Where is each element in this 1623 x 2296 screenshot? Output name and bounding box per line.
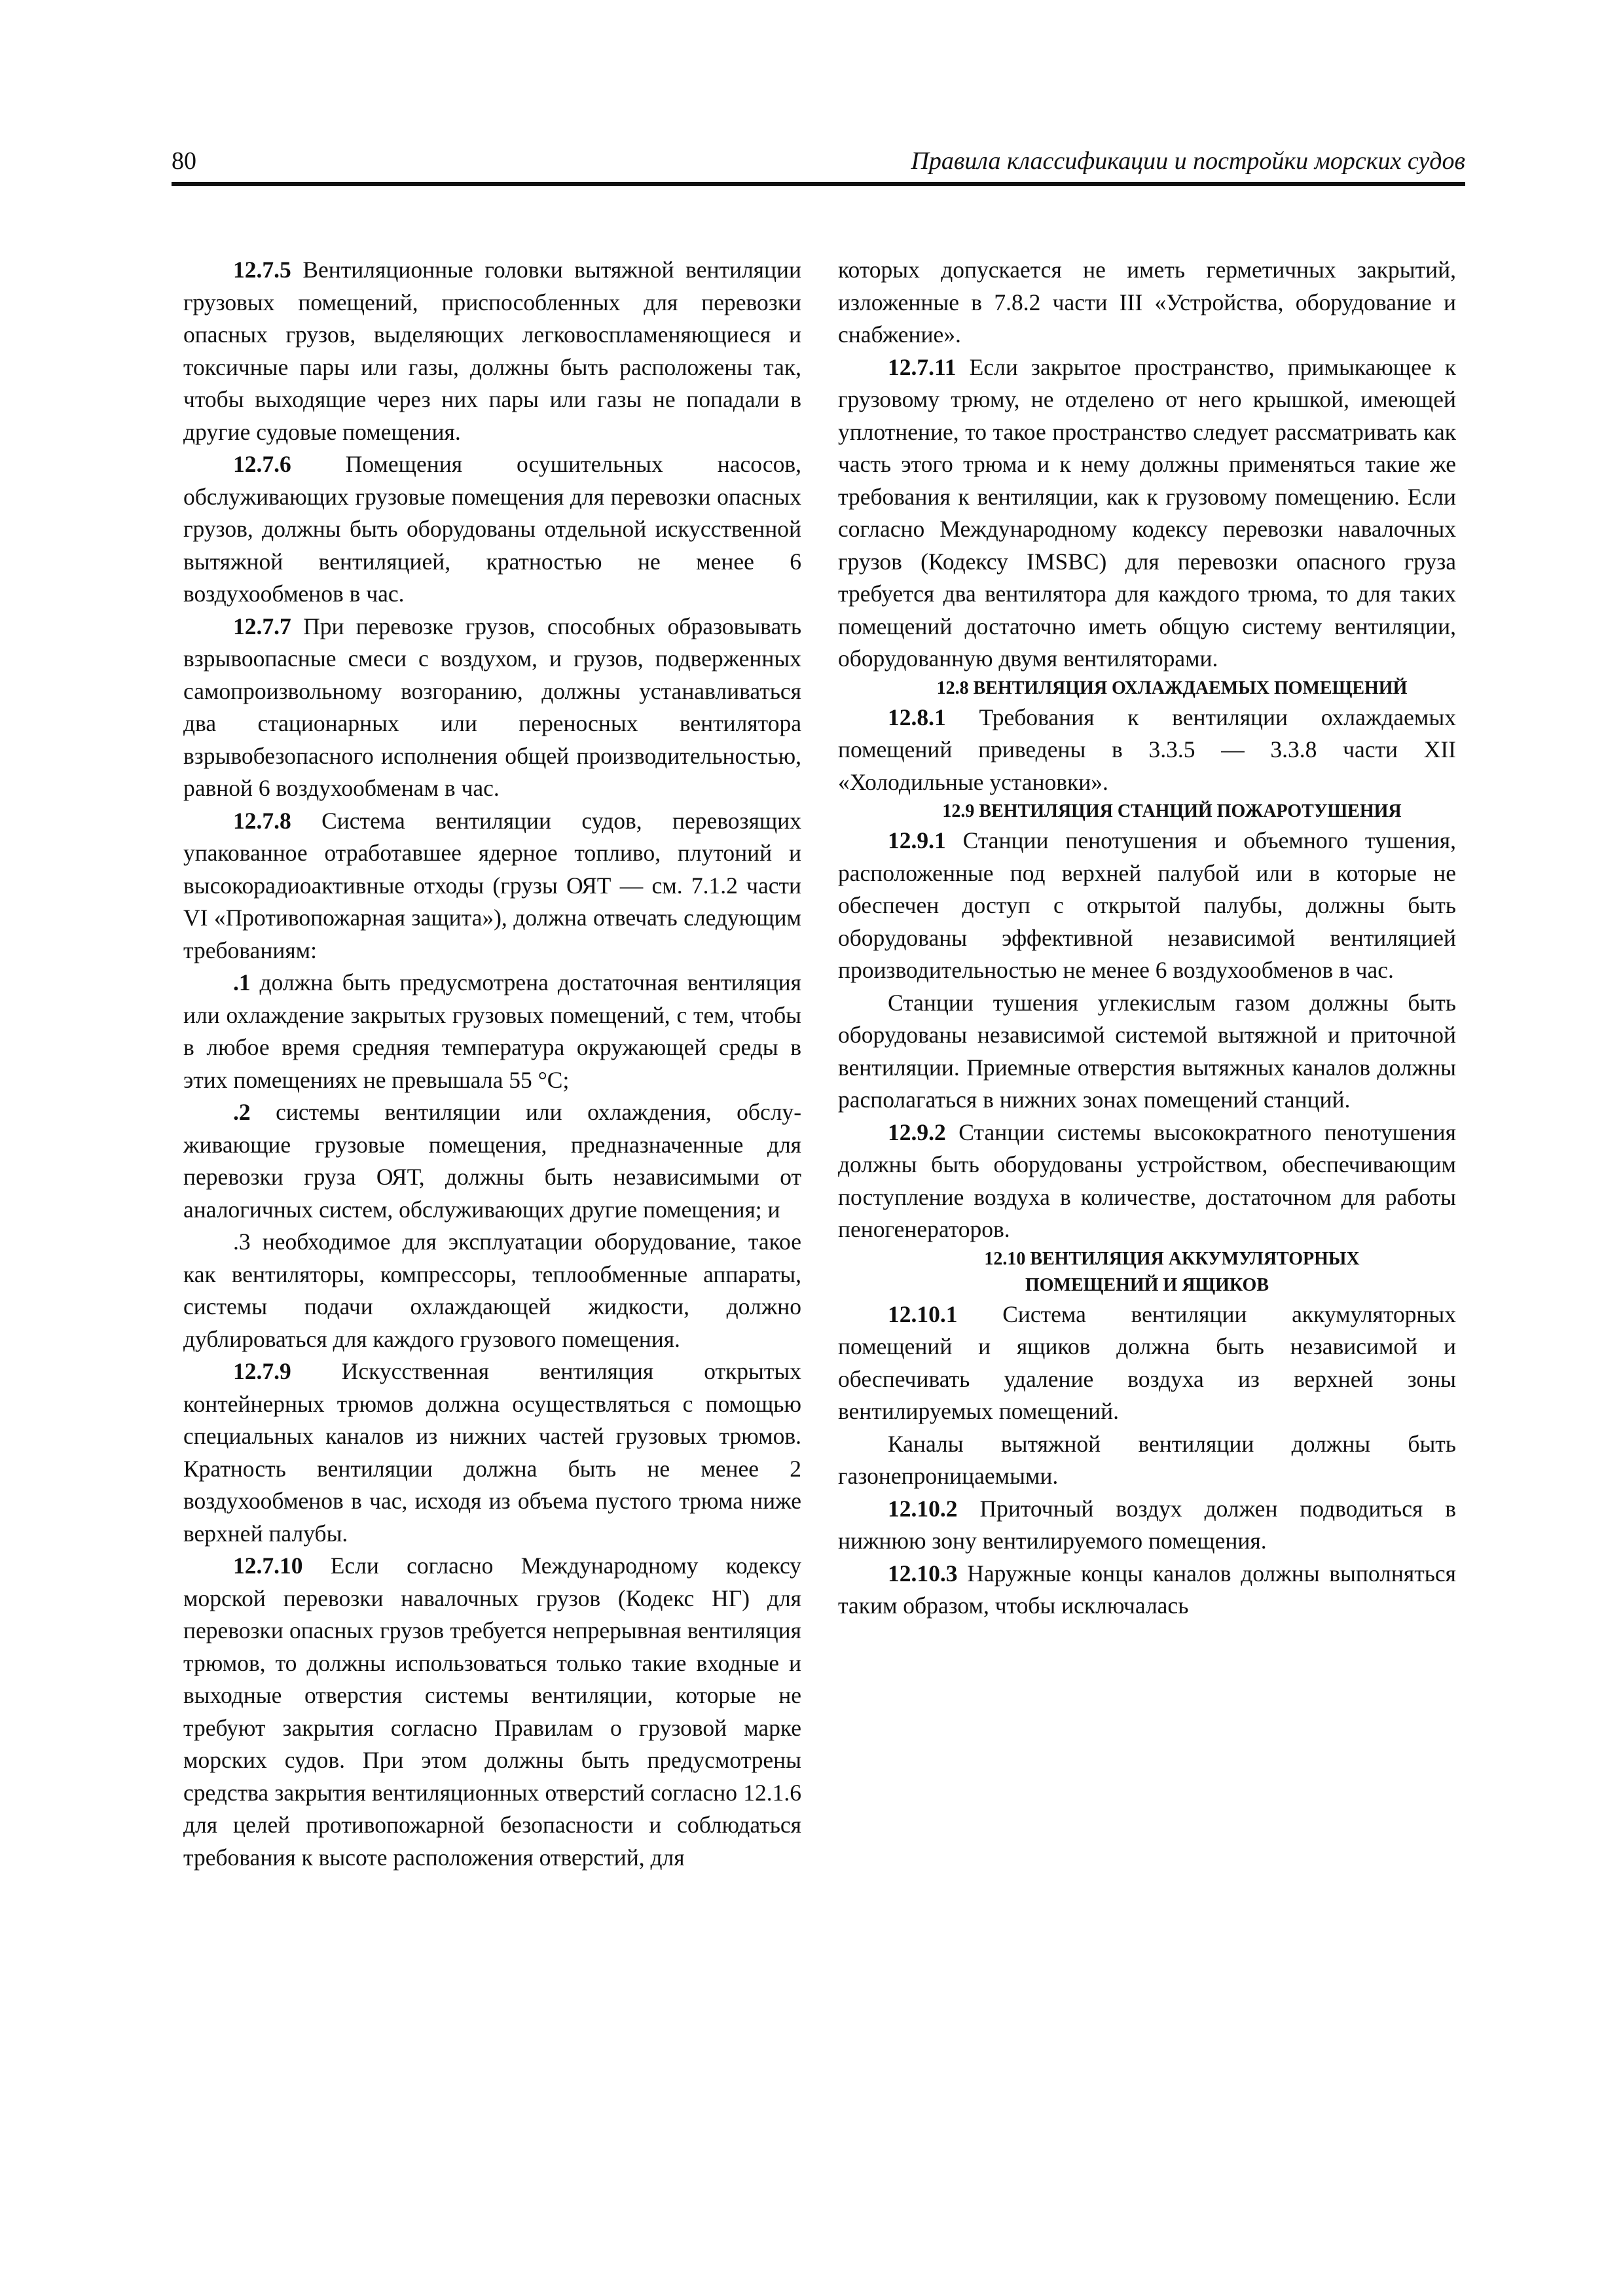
list-item-3 [183, 1226, 801, 1355]
paragraph-number: 12.8.1 [888, 704, 946, 730]
list-item-text: системы вентиляции или охлаждения, обслуживающие грузовые помещения, предназначенные для перевозки груза ОЯТ, должны быть независимыми от аналогичных систем, обслуживающих другие помещения; и [183, 1099, 802, 1223]
page-header [172, 143, 1465, 186]
paragraph-12-10-1-b [838, 1428, 1456, 1493]
paragraph-number: 12.7.10 [233, 1552, 303, 1579]
paragraph-text: Система вентиляции судов, перевозящих упакованное отработавшее ядерное топливо, плутоний и высокорадиоактивные отходы (грузы ОЯТ — см. 7.1.2 части VI «Противопожарная защита»), должна отвечать следующим требованиям: [183, 807, 801, 963]
paragraph-12-10-3 [838, 1558, 1456, 1623]
list-item-text: необходимое для эксплуатации оборудование, такое как вентиляторы, компрессоры, теплообменные аппараты, системы подачи охлаждающей жидкости, должно дублироваться для каждого грузового помещения. [183, 1229, 801, 1352]
paragraph-text: Станции системы высокократного пенотушения должны быть оборудованы устройством, обеспечивающим поступление воздуха в количестве, достаточном для работы пеногенераторов. [838, 1119, 1457, 1242]
paragraph-text: Если согласно Международному кодексу морской перевозки навалочных грузов (Кодекс НГ) для перевозки опасных грузов требуется непрерывная вентиляция трюмов, то должны использоваться только такие входные и выходные отверстия системы вентиляции, которые не требуют закрытия согласно Правилам о грузовой марке морских судов. При этом должны быть предусмотрены средства закрытия вентиляционных отверстий согласно 12.1.6 для целей противопожарной безопасности и соблюдаться требования к высоте расположения отверстий, для [183, 1552, 801, 1871]
section-heading-12-10: 12.10 ВЕНТИЛЯЦИЯ АККУМУЛЯТОРНЫХ ПОМЕЩЕНИЙ И ЯЩИКОВ [984, 1248, 1360, 1295]
paragraph-text: При перевозке грузов, способных образовывать взрывоопасные смеси с воздухом, и грузов, подверженных самопроизвольному возгоранию, должны устанавливаться два стационарных или переносных вентилятора взрывобезопасного исполнения общей производительностью, равной 6 воздухообменам в час. [183, 613, 802, 801]
paragraph-12-9-1-b [838, 987, 1456, 1117]
paragraph-12-7-5 [183, 254, 801, 448]
paragraph-text: Если закрытое пространство, примыкающее к грузовому трюму, не отделено от него крышкой, имеющей уплотнение, то такое пространство следует рассматривать как часть этого трюма и к нему должны применяться такие же требования к вентиляции, как к грузовому помещению. Если согласно Международному кодексу перевозки навалочных грузов (Кодексу IMSBC) для перевозки опасного груза требуется два вентилятора для каждого трюма, то для таких помещений достаточно иметь общую систему вентиляции, оборудованную двумя вентиляторами. [838, 353, 1457, 672]
section-heading-12-8: 12.8 ВЕНТИЛЯЦИЯ ОХЛАЖДАЕМЫХ ПОМЕЩЕНИЙ [936, 677, 1408, 698]
paragraph-12-9-2 [838, 1117, 1456, 1246]
page-number: 80 [172, 147, 196, 175]
running-title: Правила классификации и постройки морских судов [911, 147, 1465, 175]
paragraph-number: 12.7.11 [888, 353, 957, 380]
paragraph-text: Требования к вентиляции охлаждаемых помещений приведены в 3.3.5 — 3.3.8 части XII «Холодильные установки». [838, 704, 1457, 795]
paragraph-number: 12.7.7 [233, 613, 291, 639]
list-item-number: .1 [233, 969, 251, 996]
left-column [183, 254, 801, 1874]
paragraph-text: Искусственная вентиляция открытых контейнерных трюмов должна осуществляться с помощью специальных каналов из нижних частей грузовых трюмов. Кратность вентиляции должна быть не менее 2 воздухообменов в час, исходя из объема пустого трюма ниже верхней палубы. [183, 1358, 801, 1547]
list-item-number: .3 [233, 1229, 251, 1255]
paragraph-number: 12.7.9 [233, 1358, 291, 1384]
right-column [838, 254, 1456, 1623]
paragraph-12-7-7 [183, 611, 801, 805]
paragraph-text: Станции тушения углекислым газом должны быть оборудованы независимой системой вытяжной и приточной вентиляции. Приемные отверстия вытяжных каналов должны располагаться в нижних зонах помещений станций. [838, 989, 1456, 1113]
paragraph-text: Наружные концы каналов должны выполняться таким образом, чтобы исключалась [838, 1560, 1456, 1619]
paragraph-12-7-11 [838, 351, 1456, 675]
paragraph-number: 12.7.5 [233, 257, 291, 283]
list-item-number: .2 [233, 1099, 251, 1125]
paragraph-number: 12.10.2 [888, 1495, 958, 1522]
paragraph-12-7-10 [183, 1550, 801, 1874]
paragraph-continuation [838, 254, 1456, 351]
paragraph-number: 12.7.8 [233, 807, 291, 834]
paragraph-number: 12.10.3 [888, 1560, 958, 1587]
paragraph-text: Система вентиляции аккумуляторных помещений и ящиков должна быть независимой и обеспечивать удаление воздуха из верхней зоны вентилируемых помещений. [838, 1300, 1457, 1424]
paragraph-text: Приточный воздух должен подводиться в нижнюю зону вентилируемого помещения. [838, 1495, 1457, 1554]
paragraph-text: которых допускается не иметь герметичных закрытий, изложенные в 7.8.2 части III «Устройства, оборудование и снабжение». [838, 257, 1456, 348]
paragraph-number: 12.10.1 [888, 1300, 958, 1327]
list-item-2 [183, 1096, 801, 1226]
paragraph-number: 12.9.2 [888, 1119, 946, 1145]
paragraph-number: 12.7.6 [233, 451, 291, 477]
paragraph-12-10-2 [838, 1493, 1456, 1558]
section-heading-12-9: 12.9 ВЕНТИЛЯЦИЯ СТАНЦИЙ ПОЖАРОТУШЕНИЯ [942, 801, 1402, 821]
paragraph-12-8-1 [838, 702, 1456, 799]
paragraph-12-9-1 [838, 825, 1456, 987]
paragraph-number: 12.9.1 [888, 827, 946, 853]
list-item-text: должна быть предусмотрена достаточная вентиляция или охлаждение закрытых грузовых помещений, с тем, чтобы в любое время средняя температура окружающей среды в этих помещениях не превышала 55 °С; [183, 969, 801, 1093]
paragraph-12-10-1 [838, 1299, 1456, 1428]
list-item-1 [183, 967, 801, 1096]
paragraph-12-7-8 [183, 805, 801, 967]
paragraph-12-7-9 [183, 1355, 801, 1550]
paragraph-text: Каналы вытяжной вентиляции должны быть газонепроницаемыми. [838, 1430, 1456, 1489]
paragraph-text: Станции пенотушения и объемного тушения, расположенные под верхней палубой или в которые не обеспечен доступ с открытой палубы, должны быть оборудованы эффективной независимой вентиляцией производительностью не менее 6 воздухообменов в час. [838, 827, 1457, 983]
paragraph-12-7-6 [183, 448, 801, 611]
paragraph-text: Вентиляционные головки вытяжной вентиляции грузовых помещений, приспособленных для перевозки опасных грузов, выделяющих легковоспламеняющиеся и токсичные пары или газы, должны быть расположены так, чтобы выходящие через них пары или газы не попадали в другие судовые помещения. [183, 257, 802, 445]
paragraph-text: Помещения осушительных насосов, обслуживающих грузовые помещения для перевозки опасных грузов, должны быть оборудованы отдельной искусственной вытяжной вентиляцией, кратностью не менее 6 воздухообменов в час. [183, 451, 802, 607]
